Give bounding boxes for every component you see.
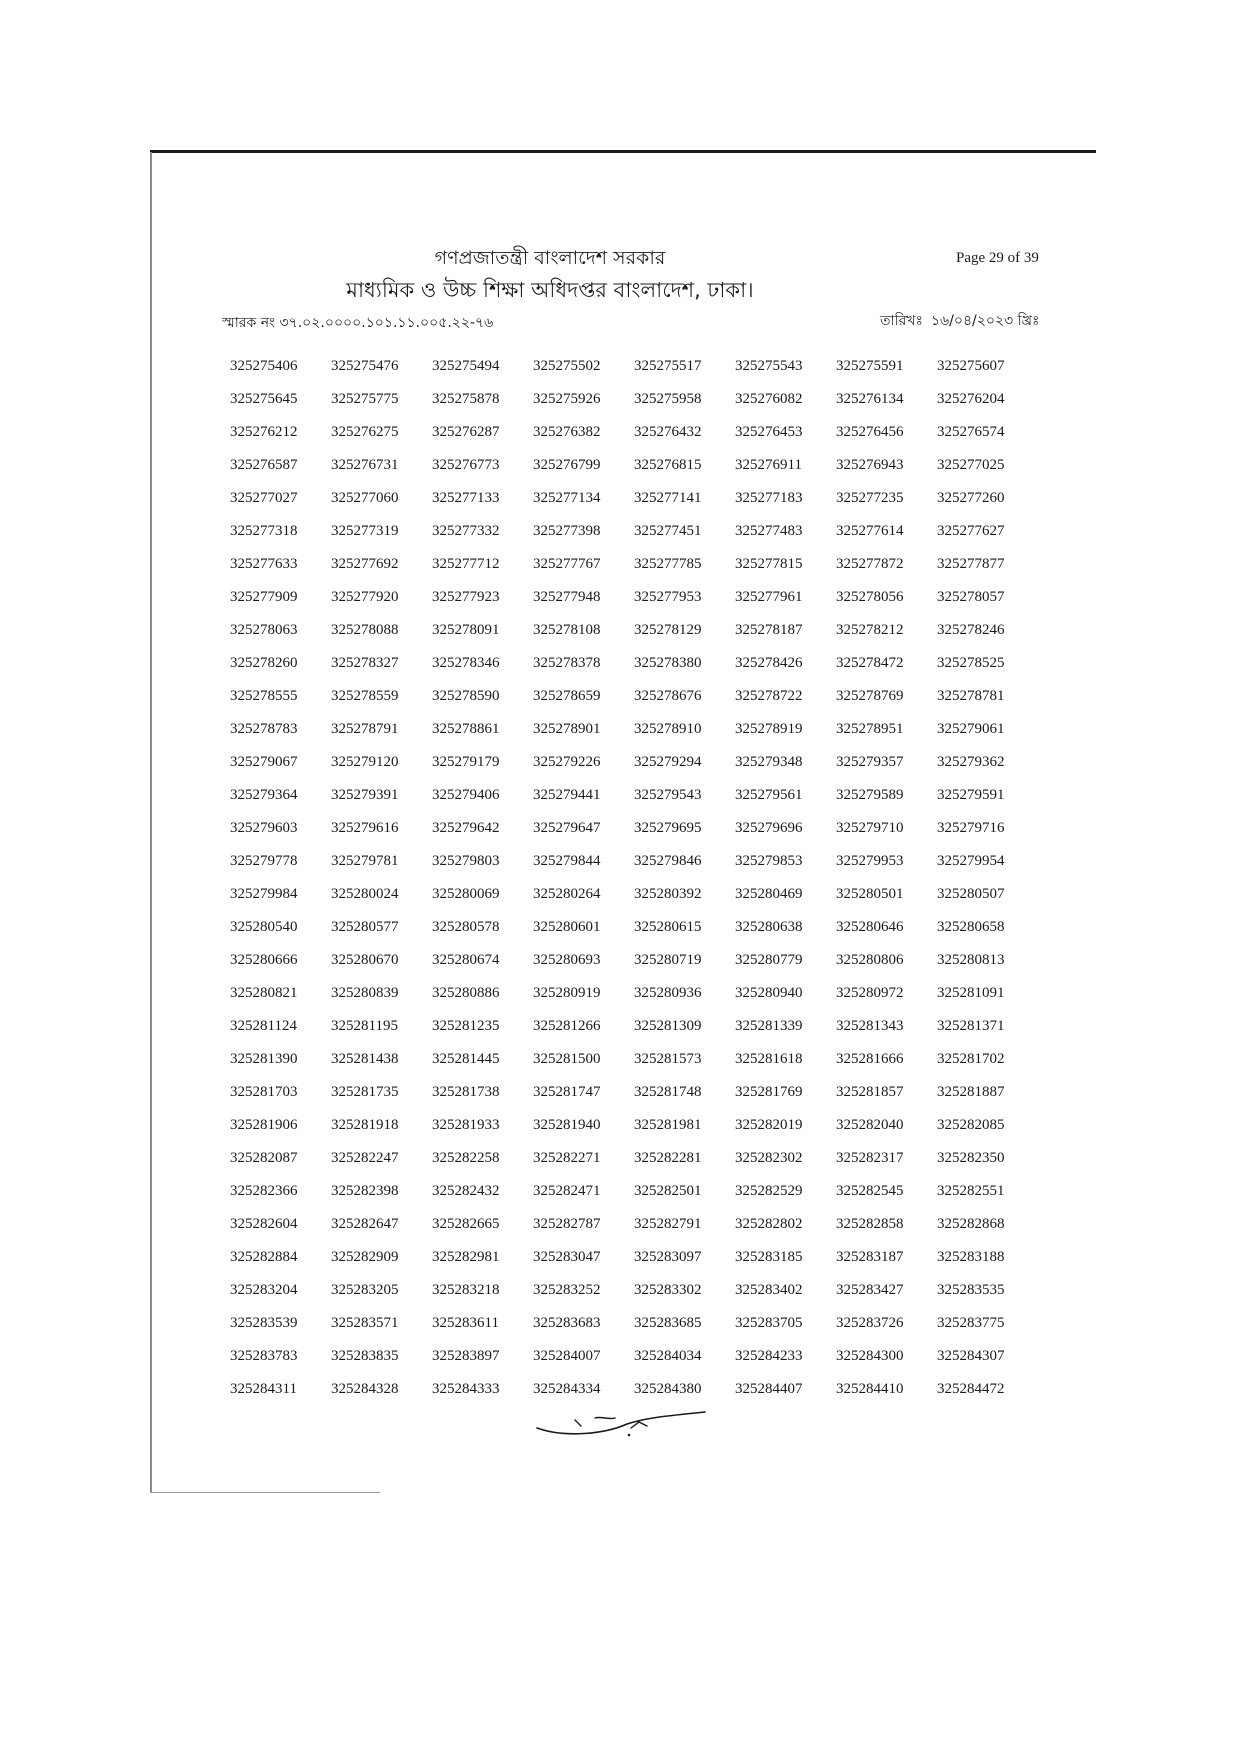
roll-number-cell: 325281703 (230, 1084, 298, 1100)
roll-number-grid (230, 354, 1038, 1410)
roll-number-cell: 325275476 (331, 358, 399, 374)
roll-number-cell: 325279061 (937, 721, 1005, 737)
roll-number-cell: 325282271 (533, 1150, 601, 1166)
roll-number-cell: 325278781 (937, 688, 1005, 704)
roll-number-cell: 325279362 (937, 754, 1005, 770)
roll-number-cell: 325283726 (836, 1315, 904, 1331)
roll-number-cell: 325277183 (735, 490, 803, 506)
roll-number-cell: 325279543 (634, 787, 702, 803)
date-line (880, 309, 1048, 333)
roll-number-cell: 325277923 (432, 589, 500, 605)
roll-number-cell: 325282868 (937, 1216, 1005, 1232)
roll-number-cell: 325282087 (230, 1150, 298, 1166)
roll-number-cell: 325282551 (937, 1183, 1005, 1199)
roll-number-cell: 325277134 (533, 490, 601, 506)
roll-number-cell: 325280469 (735, 886, 803, 902)
roll-number-cell: 325275517 (634, 358, 702, 374)
roll-number-cell: 325277633 (230, 556, 298, 572)
roll-number-cell: 325279716 (937, 820, 1005, 836)
roll-number-cell: 325279391 (331, 787, 399, 803)
roll-number-cell: 325282432 (432, 1183, 500, 1199)
roll-number-cell: 325277398 (533, 523, 601, 539)
roll-number-cell: 325275494 (432, 358, 500, 374)
roll-number-cell: 325279642 (432, 820, 500, 836)
roll-number-cell: 325284334 (533, 1381, 601, 1397)
roll-number-cell: 325282787 (533, 1216, 601, 1232)
roll-number-cell: 325281735 (331, 1084, 399, 1100)
roll-number-cell: 325278057 (937, 589, 1005, 605)
roll-number-cell: 325275775 (331, 391, 399, 407)
roll-number-cell: 325282302 (735, 1150, 803, 1166)
roll-number-cell: 325277948 (533, 589, 601, 605)
roll-number-cell: 325281702 (937, 1051, 1005, 1067)
roll-number-cell: 325279954 (937, 853, 1005, 869)
roll-number-cell: 325282019 (735, 1117, 803, 1133)
roll-number-cell: 325278327 (331, 655, 399, 671)
roll-number-cell: 325283185 (735, 1249, 803, 1265)
roll-number-cell: 325280919 (533, 985, 601, 1001)
roll-number-cell: 325280886 (432, 985, 500, 1001)
roll-number-cell: 325282981 (432, 1249, 500, 1265)
roll-number-cell: 325278910 (634, 721, 702, 737)
roll-number-cell: 325278919 (735, 721, 803, 737)
roll-number-cell: 325283097 (634, 1249, 702, 1265)
roll-number-cell: 325279781 (331, 853, 399, 869)
roll-number-cell: 325281445 (432, 1051, 500, 1067)
roll-number-cell: 325276382 (533, 424, 601, 440)
roll-number-cell: 325281981 (634, 1117, 702, 1133)
roll-number-cell: 325281438 (331, 1051, 399, 1067)
roll-number-cell: 325279357 (836, 754, 904, 770)
roll-number-cell: 325280936 (634, 985, 702, 1001)
roll-number-cell: 325283611 (432, 1315, 499, 1331)
roll-number-cell: 325278187 (735, 622, 803, 638)
roll-number-cell: 325282802 (735, 1216, 803, 1232)
roll-number-cell: 325283571 (331, 1315, 399, 1331)
roll-number-cell: 325283205 (331, 1282, 399, 1298)
roll-number-cell: 325277627 (937, 523, 1005, 539)
roll-number-cell: 325278783 (230, 721, 298, 737)
roll-number-cell: 325280601 (533, 919, 601, 935)
roll-number-cell: 325278525 (937, 655, 1005, 671)
roll-number-cell: 325284300 (836, 1348, 904, 1364)
roll-number-cell: 325279953 (836, 853, 904, 869)
roll-number-cell: 325282247 (331, 1150, 399, 1166)
roll-number-cell: 325277909 (230, 589, 298, 605)
roll-number-cell: 325281371 (937, 1018, 1005, 1034)
roll-number-cell: 325283783 (230, 1348, 298, 1364)
memo-number: স্মারক নং ৩৭.০২.০০০০.১০১.১১.০০৫.২২-৭৬ (222, 315, 494, 331)
roll-number-cell: 325277260 (937, 490, 1005, 506)
roll-number-cell: 325280666 (230, 952, 298, 968)
roll-number-cell: 325281769 (735, 1084, 803, 1100)
roll-number-cell: 325280806 (836, 952, 904, 968)
roll-number-cell: 325279603 (230, 820, 298, 836)
roll-number-cell: 325280507 (937, 886, 1005, 902)
roll-number-cell: 325282366 (230, 1183, 298, 1199)
roll-number-cell: 325284380 (634, 1381, 702, 1397)
roll-number-cell: 325281091 (937, 985, 1005, 1001)
roll-number-cell: 325279647 (533, 820, 601, 836)
roll-number-cell: 325278260 (230, 655, 298, 671)
roll-number-cell: 325281618 (735, 1051, 803, 1067)
roll-number-cell: 325281738 (432, 1084, 500, 1100)
roll-number-cell: 325281195 (331, 1018, 398, 1034)
roll-number-cell: 325277318 (230, 523, 298, 539)
roll-number-cell: 325281933 (432, 1117, 500, 1133)
roll-number-cell: 325282258 (432, 1150, 500, 1166)
roll-number-cell: 325281748 (634, 1084, 702, 1100)
roll-number-cell: 325280658 (937, 919, 1005, 935)
roll-number-cell: 325283047 (533, 1249, 601, 1265)
roll-number-cell: 325280940 (735, 985, 803, 1001)
roll-number-cell: 325279846 (634, 853, 702, 869)
roll-number-cell: 325275502 (533, 358, 601, 374)
roll-number-cell: 325276453 (735, 424, 803, 440)
roll-number-cell: 325278722 (735, 688, 803, 704)
roll-number-cell: 325278246 (937, 622, 1005, 638)
roll-number-cell: 325276815 (634, 457, 702, 473)
roll-number-cell: 325277961 (735, 589, 803, 605)
roll-number-cell: 325284410 (836, 1381, 904, 1397)
roll-number-cell: 325276773 (432, 457, 500, 473)
page-frame-bottom-border (150, 1492, 380, 1493)
roll-number-cell: 325280646 (836, 919, 904, 935)
roll-number-cell: 325278108 (533, 622, 601, 638)
roll-number-cell: 325280821 (230, 985, 298, 1001)
roll-number-cell: 325278380 (634, 655, 702, 671)
roll-number-cell: 325278378 (533, 655, 601, 671)
roll-number-cell: 325281339 (735, 1018, 803, 1034)
roll-number-cell: 325284328 (331, 1381, 399, 1397)
roll-number-cell: 325283705 (735, 1315, 803, 1331)
roll-number-cell: 325278901 (533, 721, 601, 737)
roll-number-cell: 325280540 (230, 919, 298, 935)
roll-number-cell: 325276134 (836, 391, 904, 407)
roll-number-cell: 325282501 (634, 1183, 702, 1199)
roll-number-cell: 325279561 (735, 787, 803, 803)
roll-number-cell: 325282665 (432, 1216, 500, 1232)
roll-number-cell: 325279803 (432, 853, 500, 869)
roll-number-cell: 325276911 (735, 457, 802, 473)
roll-number-cell: 325277872 (836, 556, 904, 572)
roll-number-cell: 325279589 (836, 787, 904, 803)
roll-number-cell: 325283427 (836, 1282, 904, 1298)
roll-number-cell: 325279696 (735, 820, 803, 836)
roll-number-cell: 325283218 (432, 1282, 500, 1298)
roll-number-cell: 325277319 (331, 523, 399, 539)
roll-number-cell: 325280578 (432, 919, 500, 935)
roll-number-cell: 325284472 (937, 1381, 1005, 1397)
roll-number-cell: 325281390 (230, 1051, 298, 1067)
roll-number-cell: 325281666 (836, 1051, 904, 1067)
roll-number-cell: 325283204 (230, 1282, 298, 1298)
roll-number-cell: 325280392 (634, 886, 702, 902)
roll-number-cell: 325278659 (533, 688, 601, 704)
roll-number-cell: 325281266 (533, 1018, 601, 1034)
roll-number-cell: 325281940 (533, 1117, 601, 1133)
roll-number-cell: 325277025 (937, 457, 1005, 473)
roll-number-cell: 325283835 (331, 1348, 399, 1364)
roll-number-cell: 325276574 (937, 424, 1005, 440)
roll-number-cell: 325282858 (836, 1216, 904, 1232)
roll-number-cell: 325278769 (836, 688, 904, 704)
roll-number-cell: 325278063 (230, 622, 298, 638)
roll-number-cell: 325280069 (432, 886, 500, 902)
roll-number-cell: 325277133 (432, 490, 500, 506)
roll-number-cell: 325280693 (533, 952, 601, 968)
roll-number-cell: 325276082 (735, 391, 803, 407)
roll-number-cell: 325282281 (634, 1150, 702, 1166)
roll-number-cell: 325282604 (230, 1216, 298, 1232)
roll-number-cell: 325279853 (735, 853, 803, 869)
roll-number-cell: 325278088 (331, 622, 399, 638)
date-label: তারিখঃ (880, 313, 923, 329)
roll-number-cell: 325280972 (836, 985, 904, 1001)
roll-number-cell: 325278791 (331, 721, 399, 737)
roll-number-cell: 325278129 (634, 622, 702, 638)
roll-number-cell: 325278590 (432, 688, 500, 704)
roll-number-cell: 325279695 (634, 820, 702, 836)
roll-number-cell: 325281918 (331, 1117, 399, 1133)
roll-number-cell: 325280670 (331, 952, 399, 968)
roll-number-cell: 325279120 (331, 754, 399, 770)
roll-number-cell: 325284034 (634, 1348, 702, 1364)
roll-number-cell: 325282909 (331, 1249, 399, 1265)
roll-number-cell: 325283685 (634, 1315, 702, 1331)
roll-number-cell: 325277953 (634, 589, 702, 605)
roll-number-cell: 325279591 (937, 787, 1005, 803)
roll-number-cell: 325280638 (735, 919, 803, 935)
roll-number-cell: 325282350 (937, 1150, 1005, 1166)
roll-number-cell: 325281906 (230, 1117, 298, 1133)
roll-number-cell: 325278212 (836, 622, 904, 638)
roll-number-cell: 325280839 (331, 985, 399, 1001)
roll-number-cell: 325279294 (634, 754, 702, 770)
government-title: গণপ্রজাতন্ত্রী বাংলাদেশ সরকার (434, 247, 666, 269)
roll-number-cell: 325283775 (937, 1315, 1005, 1331)
roll-number-cell: 325279984 (230, 886, 298, 902)
roll-number-cell: 325278951 (836, 721, 904, 737)
roll-number-cell: 325280501 (836, 886, 904, 902)
roll-number-cell: 325281124 (230, 1018, 297, 1034)
department-title: মাধ্যমিক ও উচ্চ শিক্ষা অধিদপ্তর বাংলাদেশ, ঢাকা। (346, 278, 754, 302)
date-value: ১৬/০৪/২০২৩ খ্রিঃ (930, 313, 1040, 329)
roll-number-cell: 325280264 (533, 886, 601, 902)
roll-number-cell: 325277332 (432, 523, 500, 539)
roll-number-cell: 325281235 (432, 1018, 500, 1034)
roll-number-cell: 325283897 (432, 1348, 500, 1364)
roll-number-cell: 325279441 (533, 787, 601, 803)
roll-number-cell: 325283187 (836, 1249, 904, 1265)
roll-number-cell: 325276212 (230, 424, 298, 440)
roll-number-cell: 325277712 (432, 556, 500, 572)
roll-number-cell: 325277815 (735, 556, 803, 572)
roll-number-cell: 325275878 (432, 391, 500, 407)
roll-number-cell: 325281500 (533, 1051, 601, 1067)
roll-number-cell: 325278861 (432, 721, 500, 737)
signature-icon (535, 1408, 715, 1448)
roll-number-cell: 325284307 (937, 1348, 1005, 1364)
roll-number-cell: 325282085 (937, 1117, 1005, 1133)
roll-number-cell: 325279348 (735, 754, 803, 770)
roll-number-cell: 325276275 (331, 424, 399, 440)
roll-number-cell: 325282647 (331, 1216, 399, 1232)
roll-number-cell: 325277235 (836, 490, 904, 506)
roll-number-cell: 325275591 (836, 358, 904, 374)
roll-number-cell: 325281309 (634, 1018, 702, 1034)
roll-number-cell: 325277483 (735, 523, 803, 539)
roll-number-cell: 325278091 (432, 622, 500, 638)
roll-number-cell: 325278346 (432, 655, 500, 671)
roll-number-cell: 325284233 (735, 1348, 803, 1364)
roll-number-cell: 325280779 (735, 952, 803, 968)
roll-number-cell: 325279844 (533, 853, 601, 869)
roll-number-cell: 325277614 (836, 523, 904, 539)
roll-number-cell: 325282884 (230, 1249, 298, 1265)
roll-number-cell: 325280719 (634, 952, 702, 968)
roll-number-cell: 325278676 (634, 688, 702, 704)
roll-number-cell: 325275926 (533, 391, 601, 407)
roll-number-cell: 325282545 (836, 1183, 904, 1199)
roll-number-cell: 325279406 (432, 787, 500, 803)
roll-number-cell: 325276432 (634, 424, 702, 440)
roll-number-cell: 325276943 (836, 457, 904, 473)
roll-number-cell: 325281857 (836, 1084, 904, 1100)
roll-number-cell: 325276587 (230, 457, 298, 473)
roll-number-cell: 325275958 (634, 391, 702, 407)
roll-number-cell: 325279616 (331, 820, 399, 836)
roll-number-cell: 325283683 (533, 1315, 601, 1331)
roll-number-cell: 325283188 (937, 1249, 1005, 1265)
roll-number-cell: 325282398 (331, 1183, 399, 1199)
roll-number-cell: 325277692 (331, 556, 399, 572)
roll-number-cell: 325277060 (331, 490, 399, 506)
roll-number-cell: 325277877 (937, 556, 1005, 572)
roll-number-cell: 325284311 (230, 1381, 297, 1397)
roll-number-cell: 325280813 (937, 952, 1005, 968)
roll-number-cell: 325281747 (533, 1084, 601, 1100)
roll-number-cell: 325280577 (331, 919, 399, 935)
roll-number-cell: 325275645 (230, 391, 298, 407)
roll-number-cell: 325277920 (331, 589, 399, 605)
roll-number-cell: 325278426 (735, 655, 803, 671)
roll-number-cell: 325276287 (432, 424, 500, 440)
roll-number-cell: 325277767 (533, 556, 601, 572)
roll-number-cell: 325281573 (634, 1051, 702, 1067)
roll-number-cell: 325283535 (937, 1282, 1005, 1298)
roll-number-cell: 325282040 (836, 1117, 904, 1133)
roll-number-cell: 325276799 (533, 457, 601, 473)
roll-number-cell: 325278472 (836, 655, 904, 671)
roll-number-cell: 325279226 (533, 754, 601, 770)
roll-number-cell: 325278056 (836, 589, 904, 605)
roll-number-cell: 325277785 (634, 556, 702, 572)
page-frame-top-border (150, 150, 1096, 153)
roll-number-cell: 325279364 (230, 787, 298, 803)
roll-number-cell: 325284407 (735, 1381, 803, 1397)
roll-number-cell: 325276731 (331, 457, 399, 473)
roll-number-cell: 325279179 (432, 754, 500, 770)
roll-number-cell: 325277451 (634, 523, 702, 539)
page-frame-left-border (150, 152, 152, 1492)
roll-number-cell: 325281887 (937, 1084, 1005, 1100)
roll-number-cell: 325275406 (230, 358, 298, 374)
roll-number-cell: 325280024 (331, 886, 399, 902)
roll-number-cell: 325279778 (230, 853, 298, 869)
roll-number-cell: 325276456 (836, 424, 904, 440)
roll-number-cell: 325282471 (533, 1183, 601, 1199)
roll-number-cell: 325282791 (634, 1216, 702, 1232)
roll-number-cell: 325279067 (230, 754, 298, 770)
roll-number-cell: 325278555 (230, 688, 298, 704)
roll-number-cell: 325277027 (230, 490, 298, 506)
roll-number-cell: 325280674 (432, 952, 500, 968)
roll-number-cell: 325283539 (230, 1315, 298, 1331)
roll-number-cell: 325284333 (432, 1381, 500, 1397)
roll-number-cell: 325282317 (836, 1150, 904, 1166)
roll-number-cell: 325283402 (735, 1282, 803, 1298)
roll-number-cell: 325279710 (836, 820, 904, 836)
roll-number-cell: 325280615 (634, 919, 702, 935)
roll-number-cell: 325276204 (937, 391, 1005, 407)
roll-number-cell: 325278559 (331, 688, 399, 704)
roll-number-cell: 325275543 (735, 358, 803, 374)
roll-number-cell: 325275607 (937, 358, 1005, 374)
roll-number-cell: 325282529 (735, 1183, 803, 1199)
roll-number-cell: 325283302 (634, 1282, 702, 1298)
roll-number-cell: 325284007 (533, 1348, 601, 1364)
roll-number-cell: 325281343 (836, 1018, 904, 1034)
roll-number-cell: 325277141 (634, 490, 702, 506)
page-number: Page 29 of 39 (956, 250, 1039, 266)
roll-number-cell: 325283252 (533, 1282, 601, 1298)
